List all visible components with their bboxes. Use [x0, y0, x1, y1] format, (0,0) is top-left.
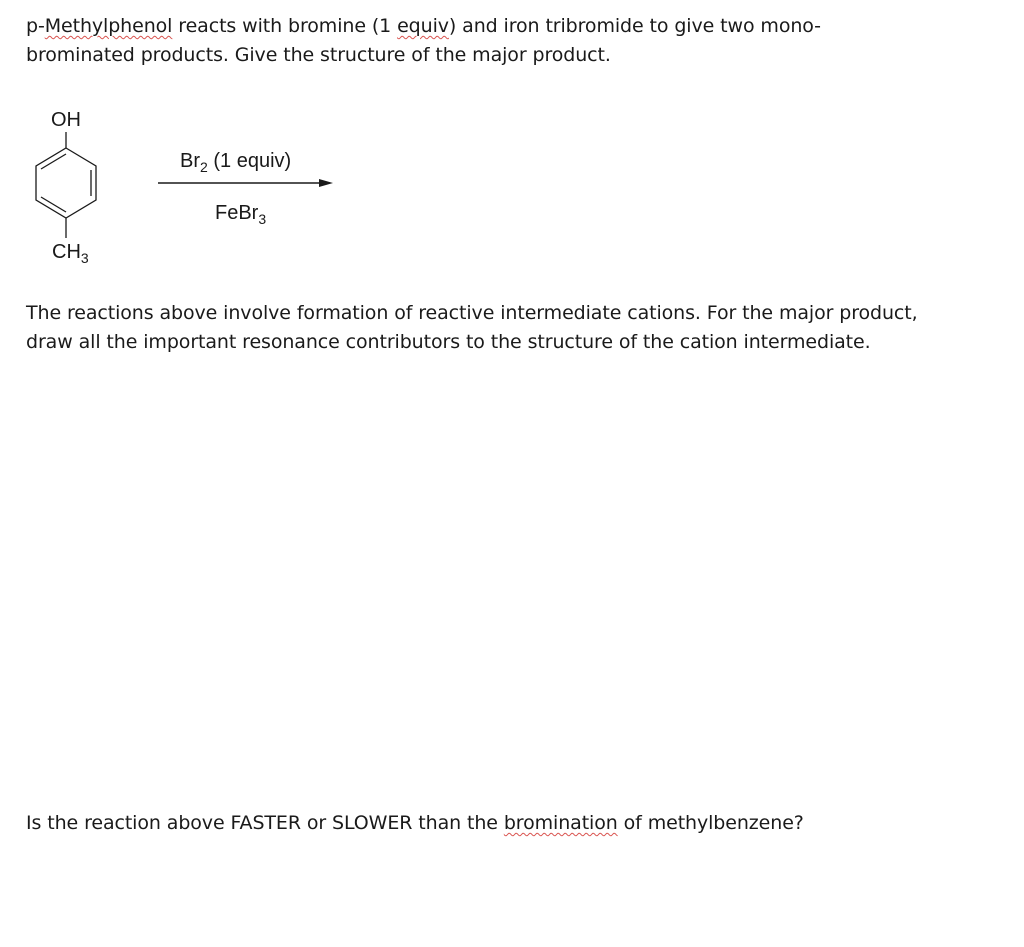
- reagent-bromine-subscript: 2: [200, 159, 208, 175]
- methyl-group-label: [52, 241, 89, 266]
- question-3-before: Is the reaction above FASTER or SLOWER than the: [26, 812, 504, 834]
- bromination-word: bromination: [503, 812, 618, 834]
- reactant-structure: [36, 109, 96, 266]
- reagent-catalyst-subscript: 3: [258, 211, 267, 227]
- question-1-line-1: [26, 12, 986, 41]
- question-3: [26, 809, 1006, 838]
- question-2-line-2: draw all the important resonance contributors to the structure of the cation intermediate.: [26, 331, 871, 353]
- question-1-line-2: brominated products. Give the structure of the major product.: [26, 44, 611, 66]
- question-1-mid-text: reacts with bromine (1: [172, 15, 398, 37]
- methyl-label-subscript: 3: [80, 250, 89, 266]
- question-3-after: of methylbenzene?: [617, 812, 804, 834]
- reagent-bromine: Br: [180, 150, 200, 172]
- reagent-catalyst: FeBr: [215, 202, 259, 224]
- reagent-above-label: [180, 150, 291, 175]
- reaction-scheme: [0, 95, 360, 275]
- reaction-arrow-group: [158, 150, 333, 227]
- question-2-line-1: The reactions above involve formation of reactive intermediate cations. For the major product,: [26, 302, 918, 324]
- para-prefix: p-: [26, 15, 45, 37]
- question-1-rest-text: ) and iron tribromide to give two mono-: [448, 15, 821, 37]
- hydroxyl-group-label: OH: [51, 109, 81, 131]
- compound-name: Methylphenol: [44, 15, 173, 37]
- reaction-arrow-head: [319, 179, 333, 187]
- question-2: [26, 299, 1006, 357]
- question-3-line: [26, 809, 1006, 838]
- equiv-word: equiv: [397, 15, 449, 37]
- reagent-below-label: [215, 202, 266, 227]
- reagent-equiv-text: (1 equiv): [207, 150, 292, 172]
- methyl-label-main: CH: [52, 241, 81, 263]
- benzene-ring: [36, 148, 96, 218]
- question-1: [26, 12, 986, 70]
